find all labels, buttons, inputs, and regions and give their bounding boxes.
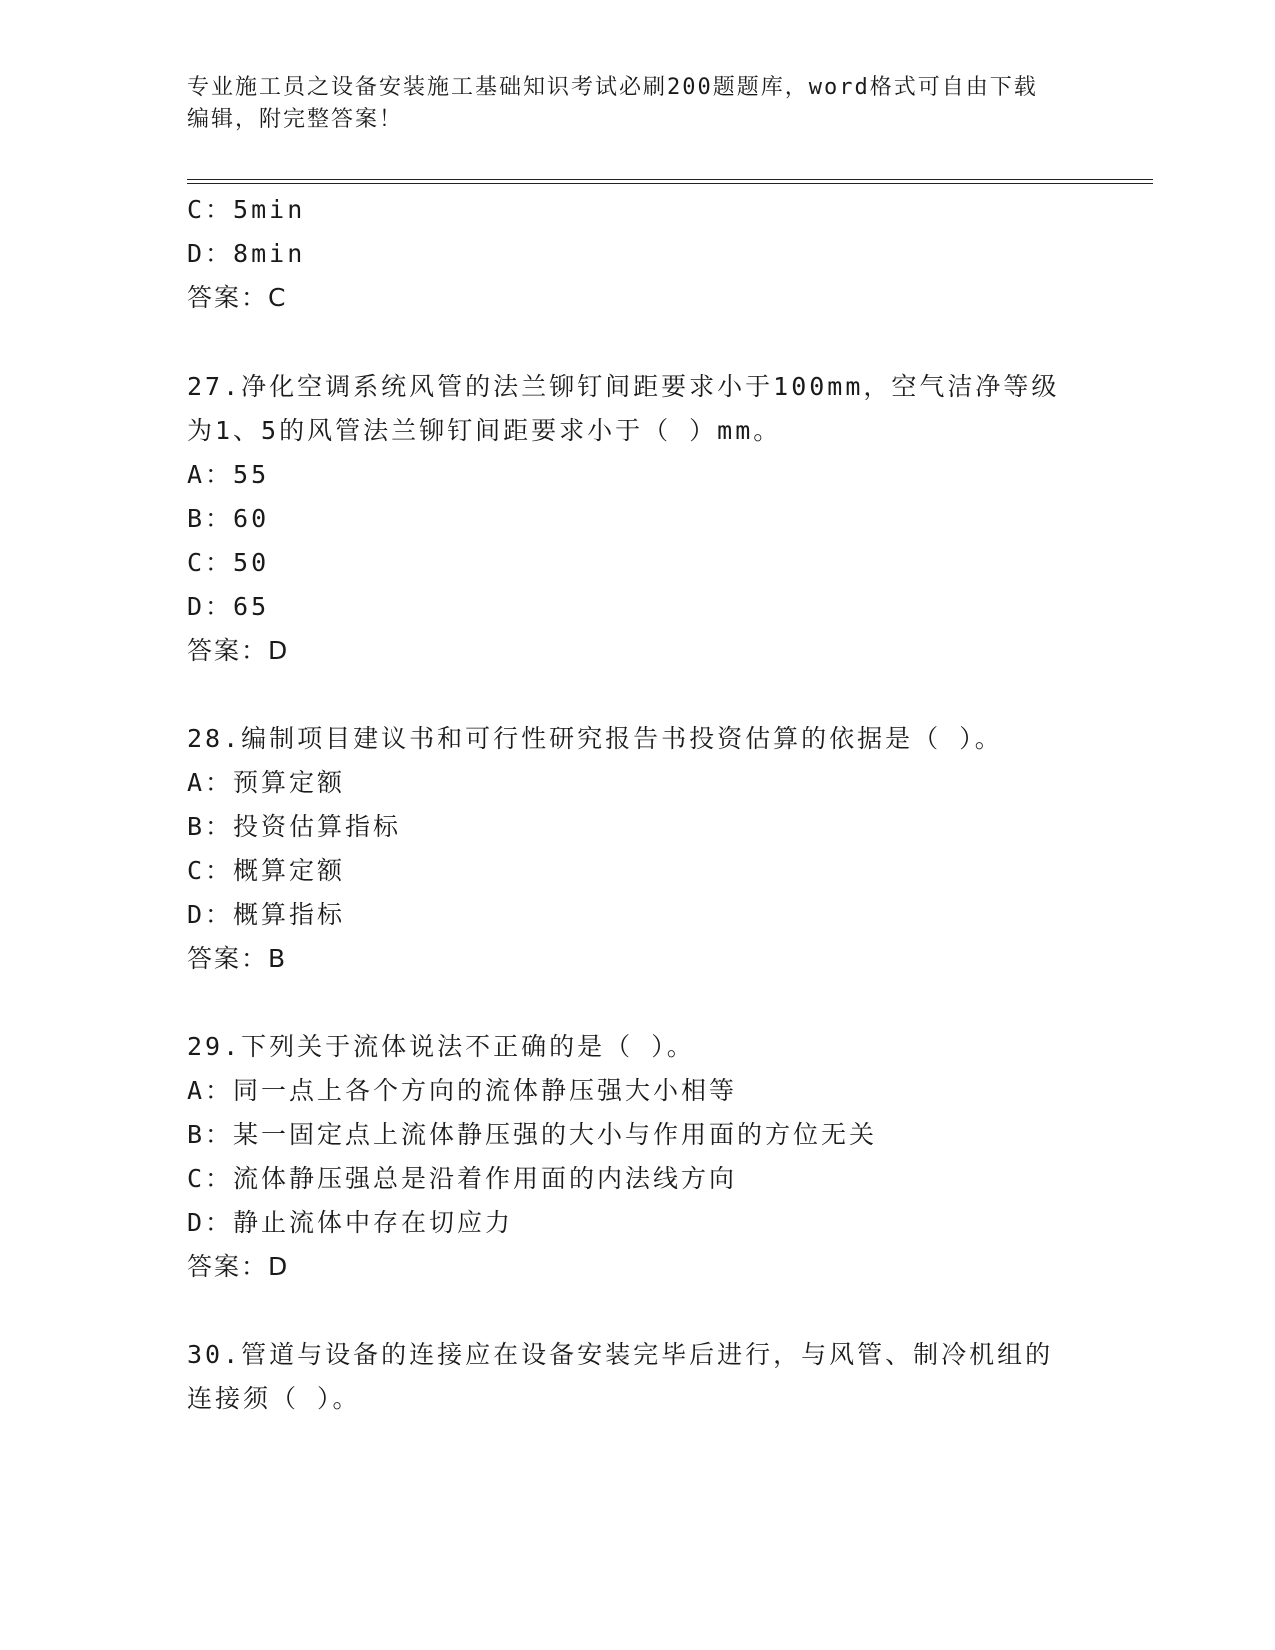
q27-stem-line-1: 27.净化空调系统风管的法兰铆钉间距要求小于100mm，空气洁净等级 <box>187 372 1060 401</box>
q29-answer: 答案：D <box>187 1252 290 1281</box>
q27-answer: 答案：D <box>187 636 290 665</box>
header-title-line-2: 编辑，附完整答案！ <box>187 107 404 132</box>
q26-answer: 答案：C <box>187 283 288 312</box>
q29-stem: 29.下列关于流体说法不正确的是（ ）。 <box>187 1032 695 1061</box>
q28-stem: 28.编制项目建议书和可行性研究报告书投资估算的依据是（ ）。 <box>187 724 1003 753</box>
header-divider-bottom <box>187 183 1153 184</box>
q26-option-d: D：8min <box>187 239 306 268</box>
q29-option-a: A：同一点上各个方向的流体静压强大小相等 <box>187 1076 738 1105</box>
q27-option-b: B：60 <box>187 504 270 533</box>
q28-option-a: A：预算定额 <box>187 768 346 797</box>
q28-answer: 答案：B <box>187 944 288 973</box>
q29-option-b: B：某一固定点上流体静压强的大小与作用面的方位无关 <box>187 1120 878 1149</box>
q29-option-d: D：静止流体中存在切应力 <box>187 1208 514 1237</box>
q28-option-d: D：概算指标 <box>187 900 346 929</box>
q27-option-c: C：50 <box>187 548 270 577</box>
q30-stem-line-2: 连接须（ ）。 <box>187 1384 361 1413</box>
page-header <box>187 72 1087 136</box>
q27-stem-line-2: 为1、5的风管法兰铆钉间距要求小于（ ）mm。 <box>187 416 782 445</box>
q28-option-b: B：投资估算指标 <box>187 812 402 841</box>
q27-option-d: D：65 <box>187 592 270 621</box>
header-divider-top <box>187 179 1153 180</box>
q26-option-c: C：5min <box>187 195 306 224</box>
q29-option-c: C：流体静压强总是沿着作用面的内法线方向 <box>187 1164 738 1193</box>
header-title-line-1: 专业施工员之设备安装施工基础知识考试必刷200题题库，word格式可自由下载 <box>187 75 1038 100</box>
q28-option-c: C：概算定额 <box>187 856 346 885</box>
q30-stem-line-1: 30.管道与设备的连接应在设备安装完毕后进行，与风管、制冷机组的 <box>187 1340 1054 1369</box>
q27-option-a: A：55 <box>187 460 270 489</box>
